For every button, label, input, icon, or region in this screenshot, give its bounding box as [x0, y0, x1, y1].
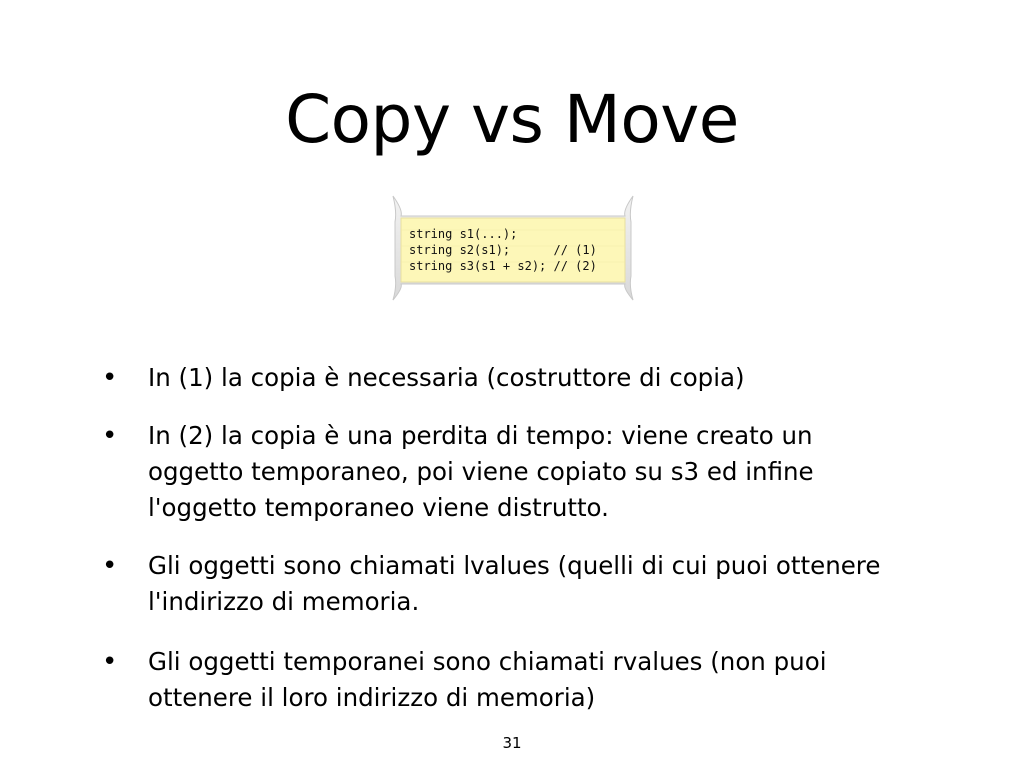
bullet-text: Gli oggetti temporanei sono chiamati rvalues (non puoi ottenere il loro indirizzo di memoria) — [148, 647, 827, 712]
bullet-dot-icon: • — [102, 421, 118, 451]
bullet-text: Gli oggetti sono chiamati lvalues (quelli di cui puoi ottenere l'indirizzo di memoria. — [148, 551, 881, 616]
bullet-item — [102, 644, 948, 716]
code-snippet: string s1(...); string s2(s1); // (1) string s3(s1 + s2); // (2) — [409, 227, 597, 273]
bullet-dot-icon: • — [102, 551, 118, 581]
bullet-item — [102, 418, 948, 526]
bullet-text: In (2) la copia è una perdita di tempo: viene creato un oggetto temporaneo, poi viene copiato su s3 ed infine l'oggetto temporaneo viene distrutto. — [148, 421, 814, 522]
bullet-dot-icon: • — [102, 363, 118, 393]
page-number: 31 — [502, 734, 522, 752]
bullet-text: In (1) la copia è necessaria (costruttore di copia) — [148, 363, 745, 392]
bullet-dot-icon: • — [102, 647, 118, 677]
slide-title: Copy vs Move — [285, 81, 739, 158]
bullet-item — [102, 360, 948, 396]
bullet-item — [102, 548, 948, 620]
